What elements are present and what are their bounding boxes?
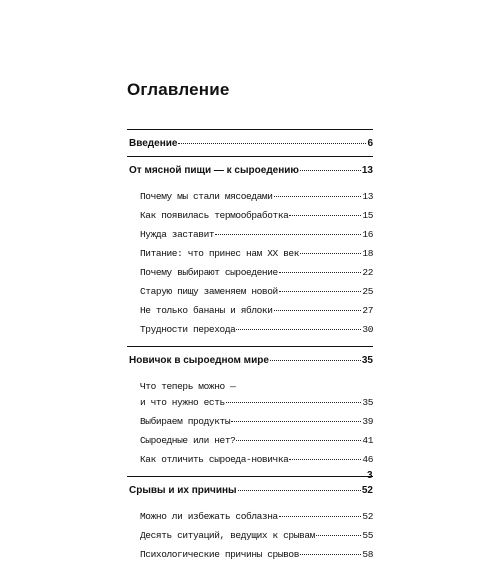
page-ref: 35 <box>362 397 373 408</box>
section-entry[interactable] <box>140 412 373 431</box>
section-entry[interactable] <box>140 545 373 564</box>
section-entry[interactable] <box>140 244 373 263</box>
section-title-line: Что теперь можно — <box>140 381 236 392</box>
dot-leader <box>300 554 361 555</box>
dot-leader <box>238 490 361 491</box>
page-ref: 18 <box>362 248 373 259</box>
section-entry[interactable] <box>140 206 373 225</box>
section-entry[interactable] <box>140 507 373 526</box>
chapter-entry[interactable] <box>127 130 373 156</box>
chapter-entry[interactable] <box>127 157 373 183</box>
dot-leader <box>236 440 361 441</box>
dot-leader <box>289 215 361 216</box>
section-entry[interactable] <box>140 526 373 545</box>
page-ref: 25 <box>362 286 373 297</box>
dot-leader <box>215 234 361 235</box>
chapter-title: Новичок в сыроедном мире <box>129 354 269 366</box>
section-list <box>127 373 373 476</box>
section-title: и что нужно есть <box>140 397 225 408</box>
dot-leader <box>316 535 361 536</box>
section-title: Трудности перехода <box>140 324 236 335</box>
section-entry[interactable] <box>140 431 373 450</box>
page-ref: 41 <box>362 435 373 446</box>
section-entry[interactable] <box>140 377 373 412</box>
dot-leader <box>231 421 361 422</box>
section-title: Старую пищу заменяем новой <box>140 286 278 297</box>
section-title: Нужда заставит <box>140 229 215 240</box>
page-ref: 13 <box>362 191 373 202</box>
section-title: Как появилась термообработка <box>140 210 289 221</box>
section-entry[interactable] <box>140 225 373 244</box>
page-ref: 52 <box>361 484 373 496</box>
section-entry[interactable] <box>140 301 373 320</box>
section-list <box>127 503 373 571</box>
page-number: 3 <box>367 470 373 481</box>
page-ref: 39 <box>362 416 373 427</box>
page-ref: 30 <box>362 324 373 335</box>
section-title: Как отличить сыроеда-новичка <box>140 454 289 465</box>
section-title: Не только бананы и яблоки <box>140 305 273 316</box>
dot-leader <box>279 516 362 517</box>
section-entry[interactable] <box>140 263 373 282</box>
section-title: Психологические причины срывов <box>140 549 300 560</box>
chapter-entry[interactable] <box>127 347 373 373</box>
page-ref: 46 <box>362 454 373 465</box>
page-ref: 35 <box>361 354 373 366</box>
section-title: Почему выбирают сыроедение <box>140 267 278 278</box>
page-ref: 16 <box>362 229 373 240</box>
section-entry[interactable] <box>140 187 373 206</box>
dot-leader <box>274 196 362 197</box>
chapter-title: Введение <box>129 137 178 149</box>
section-title: Сыроедные или нет? <box>140 435 236 446</box>
section-title: Десять ситуаций, ведущих к срывам <box>140 530 315 541</box>
chapter-entry[interactable] <box>127 477 373 503</box>
dot-leader <box>226 402 362 403</box>
page-ref: 58 <box>362 549 373 560</box>
section-list <box>127 183 373 346</box>
section-entry[interactable] <box>140 320 373 339</box>
dot-leader <box>270 360 361 361</box>
dot-leader <box>274 310 362 311</box>
page-ref: 13 <box>361 164 373 176</box>
page-ref: 27 <box>362 305 373 316</box>
page-ref: 55 <box>362 530 373 541</box>
section-title: Питание: что принес нам XX век <box>140 248 300 259</box>
dot-leader <box>279 291 362 292</box>
dot-leader <box>236 329 361 330</box>
page-ref: 15 <box>362 210 373 221</box>
table-of-contents <box>127 129 373 571</box>
dot-leader <box>300 253 361 254</box>
section-title: Можно ли избежать соблазна <box>140 511 278 522</box>
page-ref: 52 <box>362 511 373 522</box>
dot-leader <box>279 272 362 273</box>
chapter-title: Срывы и их причины <box>129 484 237 496</box>
chapter-title: От мясной пищи — к сыроедению <box>129 164 299 176</box>
section-title: Выбираем продукты <box>140 416 231 427</box>
section-entry[interactable] <box>140 450 373 469</box>
dot-leader <box>289 459 361 460</box>
dot-leader <box>178 143 366 144</box>
section-title: Почему мы стали мясоедами <box>140 191 273 202</box>
page-title: Оглавление <box>127 80 230 99</box>
page-ref: 22 <box>362 267 373 278</box>
section-entry[interactable] <box>140 282 373 301</box>
page-ref: 6 <box>367 137 373 149</box>
dot-leader <box>300 170 361 171</box>
